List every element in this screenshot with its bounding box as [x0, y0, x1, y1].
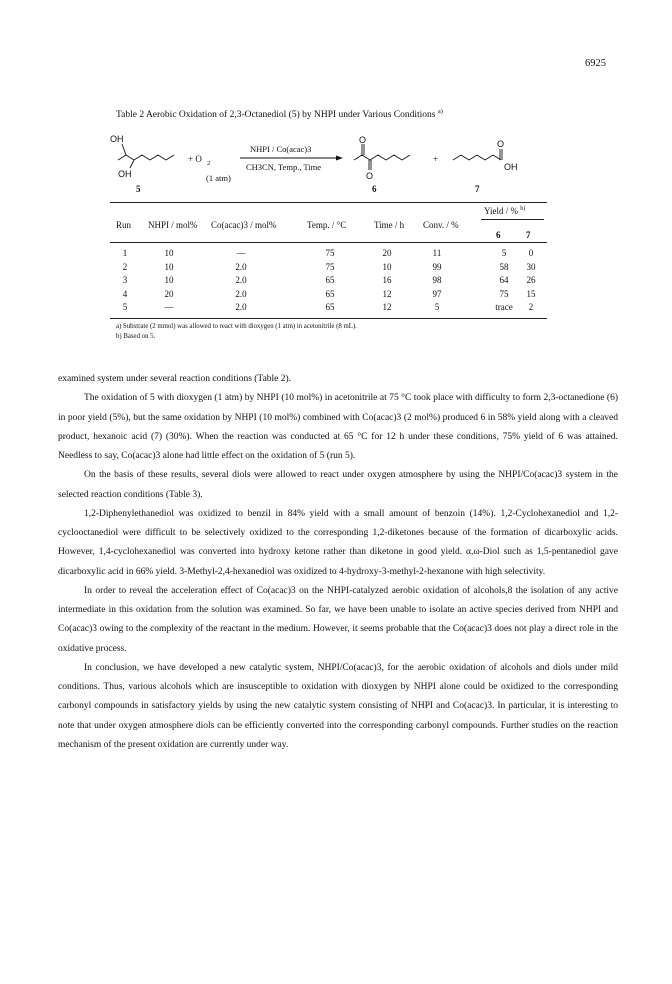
condition-top: NHPI / Co(acac)3	[250, 144, 312, 154]
cell-coacac: 2.0	[235, 275, 247, 285]
product7-o: O	[497, 139, 505, 149]
paragraph-4: 1,2-Diphenylethanediol was oxidized to benzil in 84% yield with a small amount of benzoin (14%). 1,2-Cyclohexanediol and 1,2-cyclooctanediol were difficult to be selectively oxidized to the corresponding 1,2-diketones because of the formation of dicarboxylic acids. However, 1,4-cyclohexanediol was converted into hydroxy ketone rather than diketone in good yield. α,ω-Diol such as 1,5-pentanediol gave dicarboxylic acid in 66% yield. 3-Methyl-2,4-hexanediol was oxidized to 4-hydroxy-3-methyl-2-hexanone with high selectivity.	[58, 508, 618, 577]
product-plus: +	[433, 154, 439, 164]
cell-yield7: 0	[528, 248, 534, 258]
paragraph-2: The oxidation of 5 with dioxygen (1 atm) by NHPI (10 mol%) in acetonitrile at 75 °C took place with difficulty to form 2,3-octanedione (6) in poor yield (5%), but the same oxidation by NHPI (10 mol%) combined with Co(acac)3 (2 mol%) produced 6 in 58% yield along with a cleaved product, hexanoic acid (7) (30%). When the reaction was conducted at 65 °C for 12 h under these conditions, 75% yield of 6 was attained. Needless to say, Co(acac)3 alone had little effect on the oxidation of 5 (run 5).	[58, 393, 618, 461]
header-run: Run	[116, 220, 132, 230]
cell-yield6: trace	[495, 302, 513, 312]
cell-yield7: 2	[528, 302, 534, 312]
body-text	[58, 370, 618, 755]
cell-nhpi: 10	[164, 248, 174, 258]
header-conv: Conv. / %	[423, 220, 459, 230]
cell-conv: 99	[432, 261, 442, 272]
paragraph-1: examined system under several reaction conditions (Table 2).	[58, 374, 292, 384]
page-number: 6925	[585, 58, 606, 69]
cell-temp: 75	[325, 261, 335, 272]
product6-number: 6	[372, 184, 377, 194]
table-top-rule	[110, 202, 547, 203]
cell-run: 4	[122, 288, 128, 299]
table-caption	[116, 108, 443, 120]
cell-coacac: 2.0	[235, 261, 247, 272]
cell-temp: 65	[325, 275, 335, 285]
table-row	[110, 289, 547, 301]
paragraph-6: In conclusion, we have developed a new catalytic system, NHPI/Co(acac)3, for the aerobic oxidation of alcohols and diols under mild conditions. Thus, various alcohols which are insusceptible to oxidation with dioxygen by NHPI alone could be oxidized to the corresponding carbonyl compounds in satisfactory yields by using the new catalytic system consisting of NHPI and Co(acac)3. In particular, it is interesting to note that under oxygen atmosphere diols can be efficiently converted into the corresponding carbonyl compounds. Further studies on the reaction mechanism of the present oxidation are currently under way.	[58, 662, 618, 750]
yield-label: Yield / %	[484, 206, 518, 216]
cell-nhpi: 10	[164, 275, 174, 285]
header-yield-7: 7	[526, 230, 531, 240]
yield-header	[484, 206, 525, 216]
cell-conv: 97	[432, 288, 442, 299]
cell-time: 12	[382, 302, 392, 312]
cell-conv: 11	[432, 248, 442, 258]
cell-temp: 65	[325, 288, 335, 299]
table-row	[110, 248, 547, 260]
reactant-structure	[118, 144, 174, 168]
product7-structure	[453, 149, 502, 160]
oxygen-subscript: 2	[207, 160, 211, 167]
product7-oh: OH	[504, 162, 518, 172]
cell-yield6: 64	[499, 275, 509, 285]
footnote-a: a) Substrate (2 mmol) was allowed to react with dioxygen (1 atm) in acetonitrile (8 mL).	[116, 323, 357, 330]
header-time: Time / h	[374, 220, 405, 230]
cell-conv: 98	[432, 275, 442, 285]
table-bottom-rule	[110, 318, 547, 319]
cell-coacac: 2.0	[235, 302, 247, 312]
cell-yield6: 5	[501, 248, 507, 258]
cell-run: 2	[122, 261, 128, 272]
table-caption-mark: a)	[437, 108, 443, 115]
reactant-number: 5	[136, 184, 141, 194]
cell-conv: 5	[434, 302, 440, 312]
table-caption-text: Table 2 Aerobic Oxidation of 2,3-Octanediol (5) by NHPI under Various Conditions	[116, 110, 436, 121]
cell-temp: 65	[325, 302, 335, 312]
product7-number: 7	[475, 184, 480, 194]
table-row	[110, 302, 547, 314]
table-header-rule	[110, 242, 547, 243]
cell-yield7: 15	[526, 288, 536, 299]
reactant-oh-top: OH	[110, 134, 124, 144]
oxygen-pressure: (1 atm)	[206, 173, 231, 183]
cell-nhpi: 10	[164, 261, 174, 272]
reaction-arrowhead	[336, 156, 343, 161]
paragraph-5: In order to reveal the acceleration effect of Co(acac)3 on the NHPI-catalyzed aerobic oxidation of alcohols,8 the isolation of any active intermediate in this oxidation from the solution was examined. So far, we have been unable to isolate an active species derived from NHPI and Co(acac)3 owing to the complexity of the reactant in the medium. However, it seems probable that the Co(acac)3 does not play a direct role in the oxidative process.	[58, 585, 618, 654]
reactant-oh-bottom: OH	[118, 169, 132, 179]
product6-o-bottom: O	[366, 171, 374, 181]
cell-time: 20	[382, 248, 392, 258]
header-yield-6: 6	[496, 230, 501, 240]
cell-run: 1	[122, 248, 128, 258]
cell-coacac: —	[236, 248, 246, 258]
cell-coacac: 2.0	[235, 288, 247, 299]
cell-run: 5	[122, 302, 128, 312]
paragraph-3: On the basis of these results, several diols were allowed to react under oxygen atmosphere by using the NHPI/Co(acac)3 system in the selected reaction conditions (Table 3).	[58, 470, 618, 500]
cell-time: 12	[382, 288, 392, 299]
table-row	[110, 262, 547, 274]
cell-nhpi: —	[164, 302, 174, 312]
reaction-scheme	[108, 132, 548, 200]
product6-structure	[354, 144, 410, 170]
header-temp: Temp. / °C	[307, 220, 347, 230]
cell-yield7: 30	[526, 261, 536, 272]
table-row	[110, 275, 547, 287]
cell-yield7: 26	[526, 275, 536, 285]
footnote-b: b) Based on 5.	[116, 333, 156, 340]
header-nhpi: NHPI / mol%	[148, 220, 198, 230]
condition-bottom: CH3CN, Temp., Time	[246, 162, 322, 172]
cell-yield6: 75	[499, 288, 509, 299]
cell-time: 10	[382, 261, 392, 272]
header-coacac: Co(acac)3 / mol%	[211, 220, 277, 230]
cell-temp: 75	[325, 248, 335, 258]
cell-run: 3	[122, 275, 128, 285]
product6-o-top: O	[359, 135, 367, 145]
cell-time: 16	[382, 275, 392, 285]
cell-yield6: 58	[499, 261, 509, 272]
yield-header-rule	[481, 219, 544, 220]
yield-mark: b)	[520, 206, 526, 212]
cell-nhpi: 20	[164, 288, 174, 299]
oxygen-plus: + O	[188, 154, 202, 164]
